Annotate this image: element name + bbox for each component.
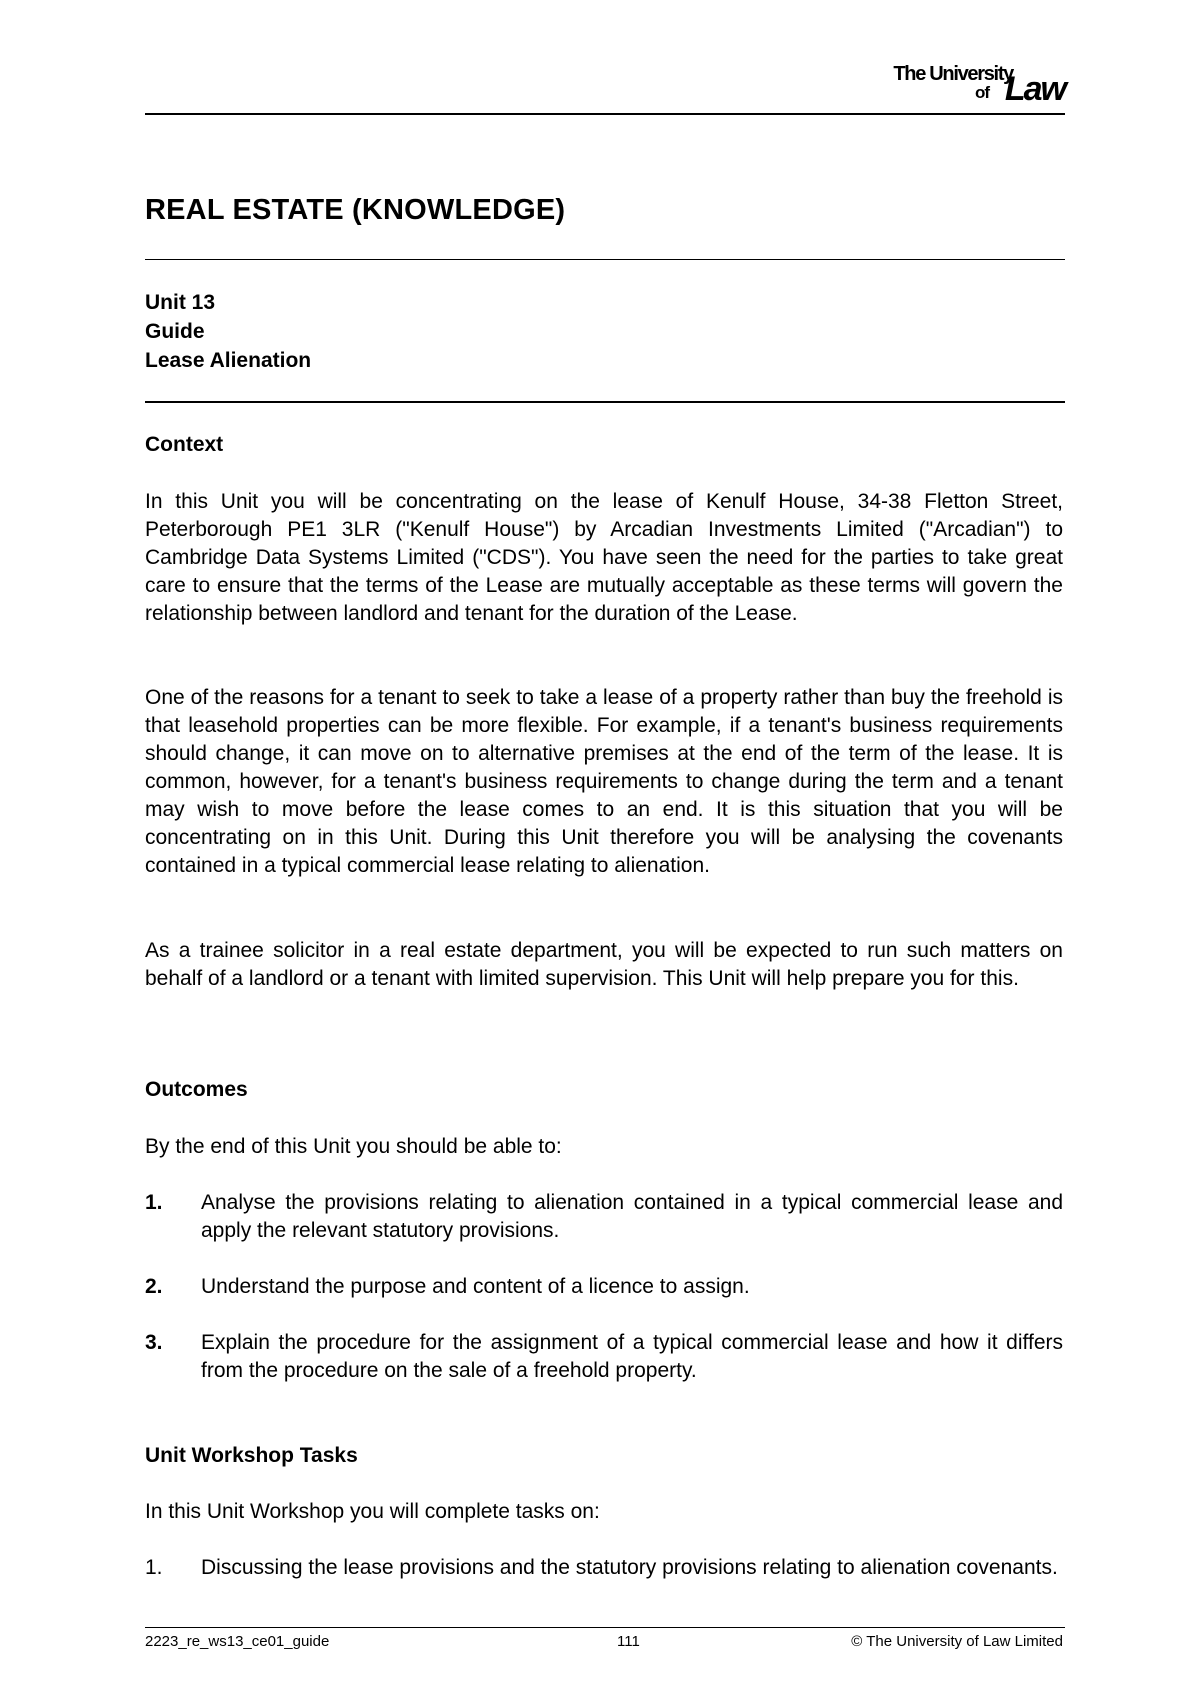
workshop-intro: In this Unit Workshop you will complete tasks on: xyxy=(145,1500,600,1523)
outcome-text: Analyse the provisions relating to alienation contained in a typical commercial lease and apply the relevant statutory provisions. xyxy=(201,1191,1063,1242)
context-heading: Context xyxy=(145,433,224,456)
unit-subject: Lease Alienation xyxy=(145,349,312,372)
workshop-task-number: 1. xyxy=(145,1556,163,1579)
outcomes-intro: By the end of this Unit you should be able to: xyxy=(145,1135,562,1158)
outcome-text: Explain the procedure for the assignment of a typical commercial lease and how it differs from the procedure on the sale of a freehold property. xyxy=(201,1331,1063,1382)
outcomes-heading: Outcomes xyxy=(145,1078,248,1101)
context-paragraph-1: In this Unit you will be concentrating on the lease of Kenulf House, 34-38 Fletton Street, Peterborough PE1 3LR ("Kenulf House") by Arcadian Investments Limited ("Arcadian") to Cambridge Data Systems Limited ("CDS"). You have seen the need for the parties to take great care to ensure that the terms of the Lease are mutually acceptable as these terms will govern the relationship between landlord and tenant for the duration of the Lease. xyxy=(145,490,1063,625)
header-rule xyxy=(145,113,1065,115)
workshop-task-text: Discussing the lease provisions and the statutory provisions relating to alienation covenants. xyxy=(201,1556,1058,1579)
unit-info xyxy=(145,288,311,375)
logo-text-law: Law xyxy=(1004,70,1065,108)
outcome-text: Understand the purpose and content of a licence to assign. xyxy=(201,1275,750,1298)
outcome-number: 3. xyxy=(145,1331,163,1354)
title-rule xyxy=(145,259,1065,260)
context-paragraph-3: As a trainee solicitor in a real estate department, you will be expected to run such matters on behalf of a landlord or a tenant with limited supervision. This Unit will help prepare you for this. xyxy=(145,939,1063,990)
document-title: REAL ESTATE (KNOWLEDGE) xyxy=(145,194,566,226)
footer-document-code: 2223_re_ws13_ce01_guide xyxy=(145,1633,330,1650)
unit-rule xyxy=(145,401,1065,403)
context-paragraph-2: One of the reasons for a tenant to seek to take a lease of a property rather than buy the freehold is that leasehold properties can be more flexible. For example, if a tenant's business requirements should change, it can move on to alternative premises at the end of the term of the lease. It is common, however, for a tenant's business requirements to change during the term and a tenant may wish to move before the lease comes to an end. It is this situation that you will be concentrating on in this Unit. During this Unit therefore you will be analysing the covenants contained in a typical commercial lease relating to alienation. xyxy=(145,686,1063,877)
footer-rule xyxy=(145,1627,1065,1628)
outcome-number: 1. xyxy=(145,1191,163,1214)
logo-text-of: of xyxy=(974,83,989,102)
unit-type: Guide xyxy=(145,320,205,343)
university-logo xyxy=(855,64,1065,106)
unit-number: Unit 13 xyxy=(145,291,216,314)
outcome-number: 2. xyxy=(145,1275,163,1298)
footer-page-number: 111 xyxy=(617,1633,640,1650)
workshop-heading: Unit Workshop Tasks xyxy=(145,1444,358,1467)
footer-copyright: © The University of Law Limited xyxy=(851,1633,1063,1650)
logo-text-line1: The University xyxy=(893,63,1013,85)
